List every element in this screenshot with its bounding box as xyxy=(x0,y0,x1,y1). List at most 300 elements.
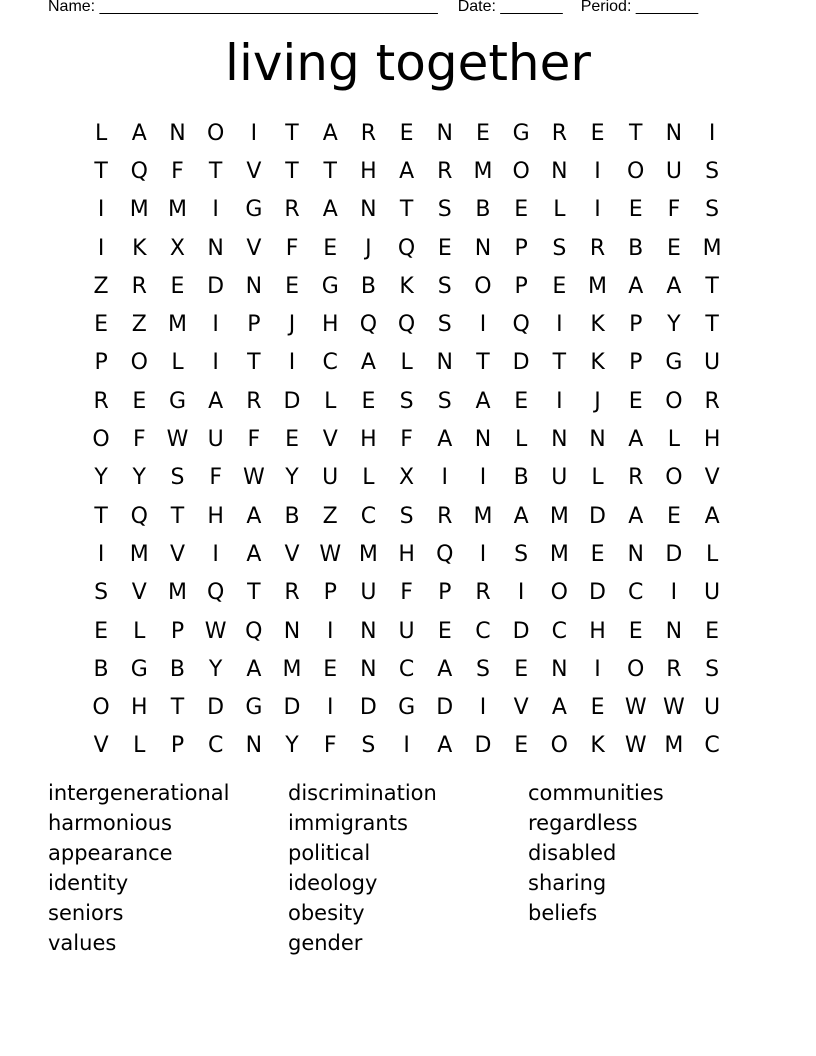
grid-letter[interactable]: N xyxy=(436,350,454,376)
grid-letter[interactable]: I xyxy=(556,388,563,414)
grid-letter[interactable]: Q xyxy=(512,312,530,338)
grid-letter[interactable]: S xyxy=(437,388,452,414)
grid-letter[interactable]: E xyxy=(514,656,529,682)
grid-letter[interactable]: B xyxy=(284,503,300,529)
grid-letter[interactable]: E xyxy=(666,235,681,261)
grid-letter[interactable]: S xyxy=(475,656,490,682)
grid-letter[interactable]: T xyxy=(285,158,299,184)
grid-letter[interactable]: X xyxy=(399,465,415,491)
grid-letter[interactable]: E xyxy=(170,273,185,299)
grid-letter[interactable]: L xyxy=(94,120,108,146)
grid-letter[interactable]: M xyxy=(358,541,378,567)
grid-letter[interactable]: V xyxy=(322,427,338,453)
grid-letter[interactable]: F xyxy=(209,465,222,491)
grid-letter[interactable]: P xyxy=(323,580,337,606)
grid-letter[interactable]: L xyxy=(591,465,604,491)
grid-letter[interactable]: Z xyxy=(131,312,147,338)
grid-letter[interactable]: G xyxy=(512,120,530,146)
grid-letter[interactable]: R xyxy=(246,388,262,414)
grid-letter[interactable]: N xyxy=(360,197,377,223)
grid-letter[interactable]: Q xyxy=(359,312,378,338)
grid-letter[interactable]: A xyxy=(399,158,415,184)
grid-letter[interactable]: D xyxy=(474,733,492,759)
grid-letter[interactable]: I xyxy=(326,695,334,721)
grid-letter[interactable]: L xyxy=(133,618,146,644)
grid-row xyxy=(82,535,732,573)
grid-letter[interactable]: C xyxy=(475,618,491,644)
grid-letter[interactable]: T xyxy=(170,503,185,529)
grid-letter[interactable]: O xyxy=(550,733,568,759)
grid-letter[interactable]: P xyxy=(247,312,261,338)
grid-letter[interactable]: H xyxy=(207,503,224,529)
grid-letter[interactable]: I xyxy=(97,235,105,261)
grid-letter[interactable]: M xyxy=(549,541,569,567)
grid-letter[interactable]: R xyxy=(666,656,682,682)
grid-letter[interactable]: N xyxy=(283,618,301,644)
grid-letter[interactable]: S xyxy=(437,312,452,338)
grid-letter[interactable]: E xyxy=(285,427,299,453)
grid-letter[interactable]: H xyxy=(589,618,606,644)
grid-letter[interactable]: R xyxy=(628,465,644,491)
grid-letter[interactable]: O xyxy=(550,580,568,606)
grid-letter[interactable]: I xyxy=(594,197,601,223)
grid-letter[interactable]: J xyxy=(365,235,372,261)
grid-letter[interactable]: Y xyxy=(667,312,681,338)
grid-letter[interactable]: J xyxy=(594,388,601,414)
grid-letter[interactable]: Q xyxy=(206,580,225,606)
grid-letter[interactable]: R xyxy=(284,580,300,606)
grid-letter[interactable]: F xyxy=(285,235,299,261)
grid-letter[interactable]: E xyxy=(590,120,605,146)
grid-letter[interactable]: U xyxy=(398,618,415,644)
grid-row xyxy=(82,229,732,267)
grid-letter[interactable]: R xyxy=(551,120,567,146)
grid-letter[interactable]: E xyxy=(132,388,147,414)
grid-letter[interactable]: N xyxy=(665,120,683,146)
grid-letter[interactable]: E xyxy=(323,235,338,261)
grid-letter[interactable]: B xyxy=(360,273,376,299)
grid-letter[interactable]: N xyxy=(360,656,377,682)
grid-letter[interactable]: I xyxy=(97,197,105,223)
grid-letter[interactable]: U xyxy=(704,350,721,376)
grid-letter[interactable]: A xyxy=(628,503,644,529)
grid-letter[interactable]: K xyxy=(590,312,605,338)
grid-letter[interactable]: E xyxy=(628,197,643,223)
grid-letter[interactable]: D xyxy=(589,503,606,529)
grid-letter[interactable]: B xyxy=(628,235,644,261)
grid-letter[interactable]: L xyxy=(324,388,337,414)
grid-letter[interactable]: U xyxy=(322,465,339,491)
grid-letter[interactable]: I xyxy=(670,580,678,606)
grid-letter[interactable]: W xyxy=(319,541,342,567)
grid-letter[interactable]: E xyxy=(399,120,414,146)
grid-letter[interactable]: N xyxy=(589,427,606,453)
grid-row xyxy=(82,727,732,765)
grid-letter[interactable]: X xyxy=(169,235,185,261)
grid-letter[interactable]: D xyxy=(512,618,530,644)
grid-letter[interactable]: I xyxy=(708,120,716,146)
grid-letter[interactable]: T xyxy=(476,350,490,376)
grid-letter[interactable]: R xyxy=(437,158,453,184)
grid-letter[interactable]: G xyxy=(245,695,263,721)
grid-letter[interactable]: I xyxy=(479,312,487,338)
grid-letter[interactable]: I xyxy=(441,465,449,491)
grid-letter[interactable]: N xyxy=(207,235,224,261)
grid-letter[interactable]: I xyxy=(97,541,105,567)
grid-letter[interactable]: L xyxy=(667,427,681,453)
grid-letter[interactable]: A xyxy=(246,541,262,567)
grid-letter[interactable]: M xyxy=(664,733,684,759)
grid-letter[interactable]: F xyxy=(400,580,413,606)
grid-letter[interactable]: A xyxy=(208,388,224,414)
grid-letter[interactable]: F xyxy=(171,158,184,184)
grid-letter[interactable]: P xyxy=(438,580,452,606)
grid-letter[interactable]: D xyxy=(665,541,683,567)
grid-letter[interactable]: R xyxy=(704,388,720,414)
grid-letter[interactable]: W xyxy=(204,618,227,644)
grid-letter[interactable]: D xyxy=(207,695,225,721)
grid-letter[interactable]: O xyxy=(627,158,645,184)
grid-letter[interactable]: M xyxy=(702,235,722,261)
grid-letter[interactable]: O xyxy=(665,465,683,491)
grid-letter[interactable]: A xyxy=(322,120,338,146)
grid-letter[interactable]: E xyxy=(514,733,529,759)
grid-letter[interactable]: E xyxy=(94,312,109,338)
grid-letter[interactable]: R xyxy=(437,503,453,529)
grid-letter[interactable]: H xyxy=(131,695,148,721)
grid-letter[interactable]: D xyxy=(283,388,301,414)
period-field[interactable]: Period: _______ xyxy=(580,0,699,15)
grid-letter[interactable]: S xyxy=(705,197,720,223)
grid-letter[interactable]: S xyxy=(399,388,414,414)
grid-letter[interactable]: U xyxy=(551,465,568,491)
grid-letter[interactable]: H xyxy=(360,427,377,453)
grid-letter[interactable]: B xyxy=(93,656,109,682)
grid-letter[interactable]: C xyxy=(207,733,224,759)
grid-letter[interactable]: U xyxy=(360,580,377,606)
grid-letter[interactable]: N xyxy=(474,427,492,453)
grid-letter[interactable]: C xyxy=(360,503,377,529)
grid-letter[interactable]: D xyxy=(436,695,454,721)
grid-letter[interactable]: P xyxy=(629,350,643,376)
grid-letter[interactable]: E xyxy=(323,656,338,682)
grid-letter[interactable]: V xyxy=(93,733,109,759)
grid-letter[interactable]: S xyxy=(705,656,720,682)
grid-letter[interactable]: T xyxy=(705,273,719,299)
grid-letter[interactable]: S xyxy=(94,580,109,606)
grid-letter[interactable]: S xyxy=(437,273,452,299)
grid-letter[interactable]: E xyxy=(514,388,529,414)
grid-letter[interactable]: L xyxy=(515,427,528,453)
grid-letter[interactable]: O xyxy=(627,656,645,682)
name-field[interactable]: Name: ______________________________________ xyxy=(48,0,438,15)
grid-letter[interactable]: T xyxy=(94,158,108,184)
grid-letter[interactable]: I xyxy=(479,695,487,721)
grid-letter[interactable]: M xyxy=(473,503,493,529)
grid-letter[interactable]: D xyxy=(283,695,301,721)
grid-letter[interactable]: F xyxy=(667,197,681,223)
grid-letter[interactable]: C xyxy=(398,656,415,682)
grid-letter[interactable]: O xyxy=(474,273,492,299)
grid-letter[interactable]: B xyxy=(169,656,186,682)
grid-letter[interactable]: N xyxy=(665,618,683,644)
grid-letter[interactable]: E xyxy=(552,273,567,299)
grid-letter[interactable]: A xyxy=(551,695,567,721)
grid-letter[interactable]: I xyxy=(212,312,219,338)
grid-letter[interactable]: Q xyxy=(245,618,263,644)
grid-letter[interactable]: H xyxy=(703,427,721,453)
date-field[interactable]: Date: _______ xyxy=(457,0,563,15)
grid-letter[interactable]: R xyxy=(589,235,606,261)
grid-letter[interactable]: H xyxy=(398,541,415,567)
grid-letter[interactable]: K xyxy=(399,273,414,299)
grid-letter[interactable]: D xyxy=(207,273,225,299)
grid-letter[interactable]: U xyxy=(207,427,224,453)
grid-letter[interactable]: I xyxy=(326,618,334,644)
grid-letter[interactable]: L xyxy=(362,465,375,491)
grid-letter[interactable]: V xyxy=(246,235,262,261)
grid-letter[interactable]: M xyxy=(129,197,149,223)
grid-letter[interactable]: V xyxy=(131,580,147,606)
grid-letter[interactable]: O xyxy=(206,120,225,146)
grid-letter[interactable]: A xyxy=(246,656,262,682)
grid-letter[interactable]: S xyxy=(705,158,720,184)
grid-letter[interactable]: N xyxy=(245,273,263,299)
grid-letter[interactable]: A xyxy=(628,273,644,299)
grid-letter[interactable]: I xyxy=(479,541,487,567)
grid-letter[interactable]: V xyxy=(704,465,720,491)
grid-letter[interactable]: Y xyxy=(94,465,108,491)
grid-letter[interactable]: T xyxy=(552,350,567,376)
grid-letter[interactable]: E xyxy=(514,197,529,223)
grid-letter[interactable]: E xyxy=(628,388,643,414)
grid-letter[interactable]: W xyxy=(624,695,647,721)
grid-letter[interactable]: I xyxy=(212,350,219,376)
grid-letter[interactable]: M xyxy=(549,503,569,529)
grid-letter[interactable]: U xyxy=(704,580,721,606)
grid-letter[interactable]: P xyxy=(629,312,643,338)
grid-letter[interactable]: Q xyxy=(130,158,148,184)
grid-letter[interactable]: Z xyxy=(93,273,109,299)
grid-letter[interactable]: E xyxy=(285,273,299,299)
grid-letter[interactable]: V xyxy=(513,695,529,721)
grid-letter[interactable]: N xyxy=(551,427,568,453)
grid-letter[interactable]: U xyxy=(704,695,721,721)
grid-letter[interactable]: E xyxy=(705,618,720,644)
grid-letter[interactable]: F xyxy=(132,427,146,453)
grid-letter[interactable]: H xyxy=(360,158,377,184)
grid-letter[interactable]: E xyxy=(437,618,452,644)
grid-letter[interactable]: A xyxy=(628,427,644,453)
grid-letter[interactable]: Q xyxy=(436,541,454,567)
grid-letter[interactable]: I xyxy=(250,120,258,146)
grid-letter[interactable]: V xyxy=(284,541,300,567)
word-list-item: beliefs xyxy=(528,901,598,925)
grid-letter[interactable]: S xyxy=(552,235,567,261)
grid-letter[interactable]: P xyxy=(170,733,185,759)
grid-letter[interactable]: G xyxy=(130,656,148,682)
grid-letter[interactable]: M xyxy=(167,580,187,606)
grid-letter[interactable]: Q xyxy=(130,503,148,529)
grid-letter[interactable]: R xyxy=(284,197,300,223)
grid-letter[interactable]: Y xyxy=(132,465,146,491)
grid-letter[interactable]: S xyxy=(170,465,185,491)
grid-letter[interactable]: C xyxy=(628,580,644,606)
grid-letter[interactable]: E xyxy=(437,235,452,261)
grid-letter[interactable]: L xyxy=(133,733,146,759)
grid-letter[interactable]: O xyxy=(512,158,530,184)
grid-letter[interactable]: D xyxy=(512,350,530,376)
grid-letter[interactable]: S xyxy=(437,197,452,223)
grid-letter[interactable]: M xyxy=(167,197,187,223)
grid-letter[interactable]: Y xyxy=(285,465,299,491)
grid-letter[interactable]: E xyxy=(590,541,605,567)
grid-letter[interactable]: I xyxy=(212,541,219,567)
grid-letter[interactable]: N xyxy=(474,235,492,261)
grid-letter[interactable]: D xyxy=(359,695,377,721)
grid-letter[interactable]: E xyxy=(476,120,490,146)
grid-letter[interactable]: S xyxy=(399,503,414,529)
grid-letter[interactable]: T xyxy=(170,695,185,721)
grid-letter[interactable]: N xyxy=(436,120,454,146)
grid-letter[interactable]: N xyxy=(627,541,644,567)
grid-letter[interactable]: R xyxy=(93,388,109,414)
grid-letter[interactable]: M xyxy=(282,656,302,682)
grid-letter[interactable]: O xyxy=(665,388,683,414)
grid-letter[interactable]: W xyxy=(166,427,189,453)
student-info-header xyxy=(48,0,698,16)
word-list-item: disabled xyxy=(528,841,617,865)
grid-letter[interactable]: V xyxy=(169,541,185,567)
grid-letter[interactable]: G xyxy=(665,350,683,376)
grid-letter[interactable]: J xyxy=(288,312,296,338)
grid-letter[interactable]: F xyxy=(400,427,413,453)
grid-letter[interactable]: T xyxy=(323,158,337,184)
grid-letter[interactable]: Q xyxy=(397,312,416,338)
grid-letter[interactable]: I xyxy=(212,197,219,223)
grid-letter[interactable]: Y xyxy=(208,656,223,682)
grid-letter[interactable]: C xyxy=(704,733,720,759)
grid-letter[interactable]: A xyxy=(322,197,338,223)
grid-letter[interactable]: T xyxy=(94,503,108,529)
grid-letter[interactable]: L xyxy=(705,541,719,567)
grid-letter[interactable]: P xyxy=(514,273,528,299)
grid-letter[interactable]: T xyxy=(285,120,299,146)
grid-letter[interactable]: C xyxy=(551,618,568,644)
grid-letter[interactable]: C xyxy=(322,350,338,376)
grid-letter[interactable]: M xyxy=(129,541,149,567)
grid-letter[interactable]: I xyxy=(594,158,601,184)
grid-letter[interactable]: I xyxy=(594,656,601,682)
grid-letter[interactable]: S xyxy=(361,733,376,759)
grid-letter[interactable]: I xyxy=(403,733,410,759)
grid-letter[interactable]: W xyxy=(624,733,647,759)
grid-letter[interactable]: H xyxy=(321,312,339,338)
grid-letter[interactable]: T xyxy=(705,312,719,338)
grid-letter[interactable]: Z xyxy=(322,503,338,529)
grid-letter[interactable]: L xyxy=(553,197,566,223)
grid-letter[interactable]: G xyxy=(398,695,416,721)
grid-letter[interactable]: I xyxy=(517,580,525,606)
grid-letter[interactable]: O xyxy=(92,695,110,721)
grid-letter[interactable]: A xyxy=(437,427,453,453)
grid-row xyxy=(82,152,732,190)
grid-letter[interactable]: M xyxy=(473,158,493,184)
grid-letter[interactable]: O xyxy=(130,350,148,376)
grid-letter[interactable]: G xyxy=(321,273,339,299)
grid-letter[interactable]: B xyxy=(513,465,529,491)
grid-letter[interactable]: W xyxy=(663,695,685,721)
grid-letter[interactable]: T xyxy=(247,350,261,376)
grid-letter[interactable]: F xyxy=(247,427,261,453)
grid-letter[interactable]: W xyxy=(242,465,265,491)
grid-letter[interactable]: E xyxy=(590,695,605,721)
grid-letter[interactable]: S xyxy=(514,541,529,567)
grid-letter[interactable]: A xyxy=(360,350,376,376)
grid-letter[interactable]: A xyxy=(437,733,453,759)
grid-letter[interactable]: E xyxy=(666,503,681,529)
grid-letter[interactable]: R xyxy=(475,580,491,606)
word-list-item: appearance xyxy=(48,841,173,865)
grid-letter[interactable]: T xyxy=(208,158,223,184)
grid-letter[interactable]: A xyxy=(475,388,491,414)
grid-letter[interactable]: V xyxy=(246,158,262,184)
grid-letter[interactable]: A xyxy=(704,503,720,529)
grid-letter[interactable]: M xyxy=(167,312,187,338)
grid-letter[interactable]: L xyxy=(171,350,184,376)
grid-letter[interactable]: P xyxy=(94,350,108,376)
grid-letter[interactable]: N xyxy=(245,733,263,759)
grid-letter[interactable]: T xyxy=(247,580,261,606)
grid-letter[interactable]: N xyxy=(551,656,568,682)
grid-letter[interactable]: A xyxy=(246,503,262,529)
grid-letter[interactable]: F xyxy=(323,733,337,759)
grid-letter[interactable]: K xyxy=(590,733,605,759)
grid-letter[interactable]: G xyxy=(168,388,186,414)
grid-letter[interactable]: A xyxy=(131,120,147,146)
grid-letter[interactable]: G xyxy=(245,197,263,223)
grid-letter[interactable]: A xyxy=(666,273,682,299)
grid-letter[interactable]: R xyxy=(131,273,147,299)
grid-letter[interactable]: N xyxy=(551,158,568,184)
grid-letter[interactable]: L xyxy=(400,350,413,376)
grid-letter[interactable]: O xyxy=(92,427,110,453)
grid-letter[interactable]: D xyxy=(589,580,606,606)
grid-letter[interactable]: E xyxy=(361,388,376,414)
grid-letter[interactable]: I xyxy=(288,350,296,376)
grid-letter[interactable]: I xyxy=(556,312,563,338)
grid-letter[interactable]: B xyxy=(475,197,491,223)
grid-letter[interactable]: R xyxy=(360,120,377,146)
grid-letter[interactable]: A xyxy=(437,656,453,682)
grid-letter[interactable]: T xyxy=(399,197,414,223)
grid-letter[interactable]: P xyxy=(170,618,185,644)
grid-letter[interactable]: N xyxy=(360,618,377,644)
grid-letter[interactable]: T xyxy=(628,120,643,146)
grid-letter[interactable]: A xyxy=(513,503,529,529)
grid-letter[interactable]: P xyxy=(514,235,528,261)
grid-letter[interactable]: E xyxy=(94,618,109,644)
grid-letter[interactable]: I xyxy=(479,465,487,491)
grid-letter[interactable]: Y xyxy=(285,733,299,759)
grid-letter[interactable]: M xyxy=(588,273,608,299)
grid-letter[interactable]: Q xyxy=(397,235,416,261)
grid-letter[interactable]: N xyxy=(169,120,186,146)
grid-letter[interactable]: K xyxy=(132,235,147,261)
grid-letter[interactable]: E xyxy=(628,618,643,644)
grid-letter[interactable]: U xyxy=(665,158,682,184)
grid-letter[interactable]: K xyxy=(590,350,605,376)
